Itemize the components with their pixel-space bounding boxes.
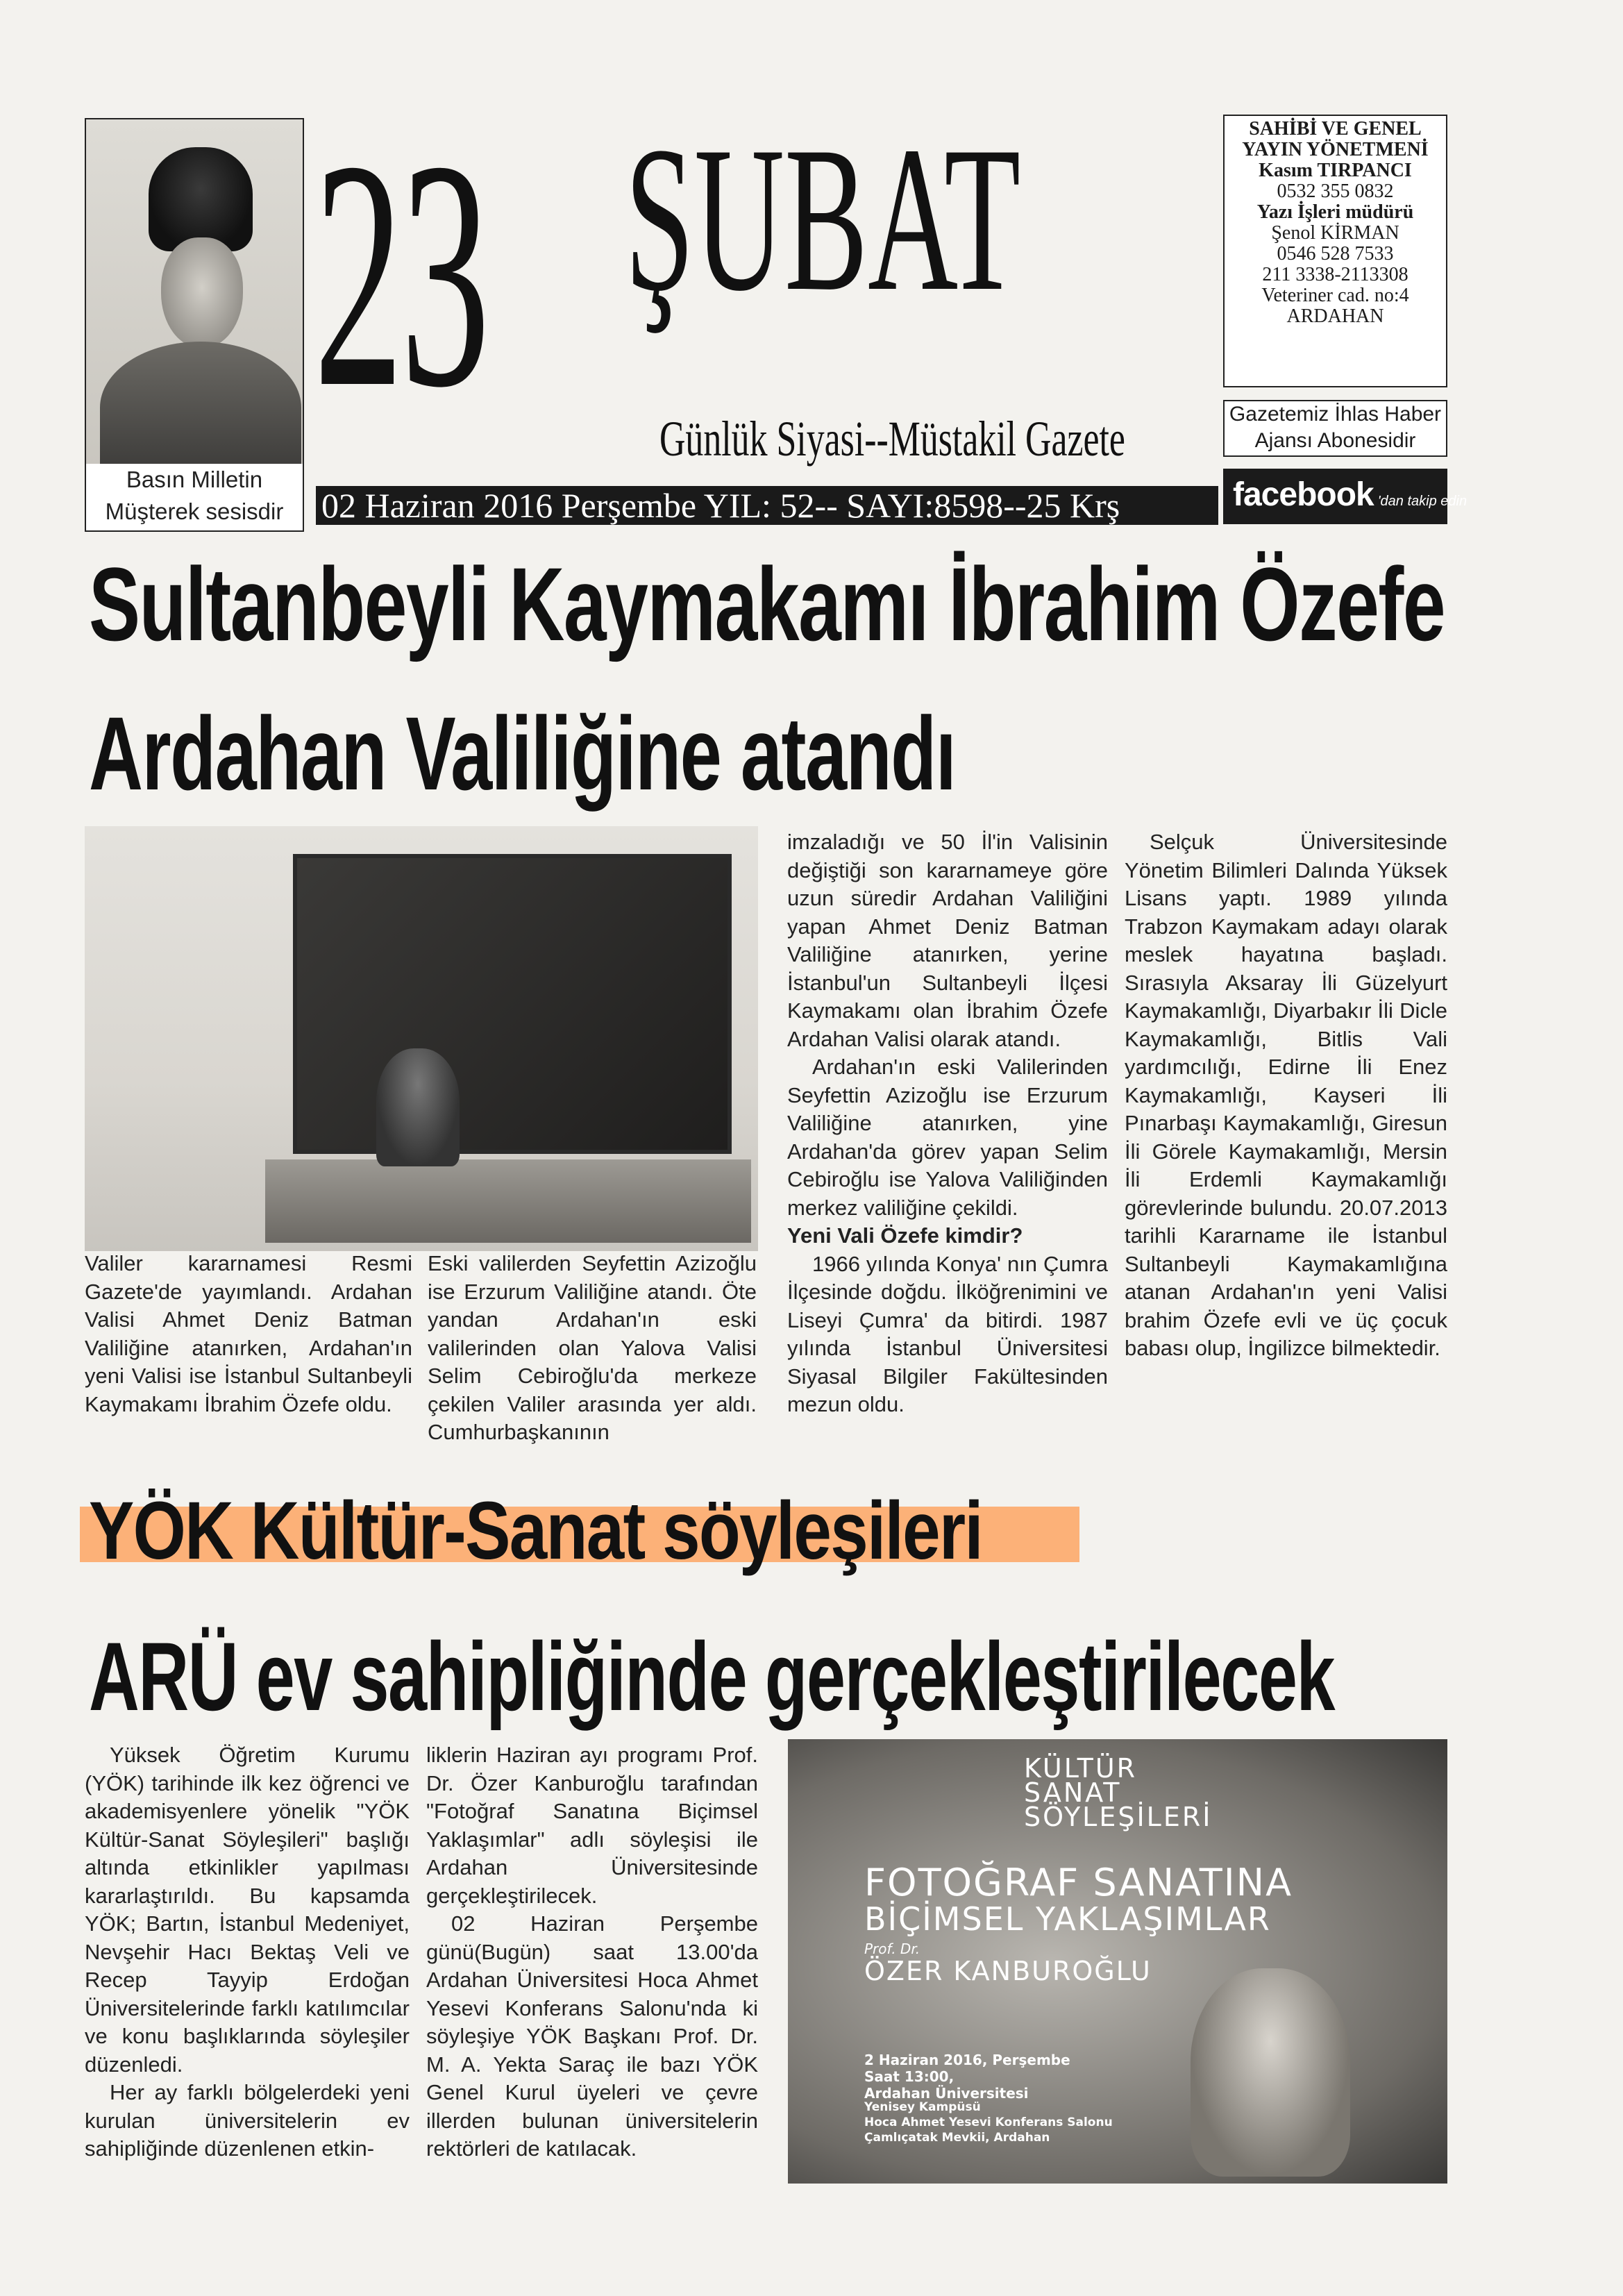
article1-col4-text: Selçuk Üniversitesinde Yönetim Bilimleri Dalında Yüksek Lisans yaptı. 1989 yılında Trabzon Kaymakam adayı olarak meslek hayatına başladı. Sırasıyla Aksaray İli Güzelyurt Kaymakamlığı, Diyarbakır İli Dicle Kaymakamlığı, Bitlis Vali yardımcılığı, Edirne İli Enez Kaymakamlığı, Kayseri İli Pınarbaşı Kaymakamlığı, Giresun İli Görele Kaymakamlığı, Mersin İli Erdemli Kaymakamlığı görevlerinde bulundu. 20.07.2013 tarihli Kararname ile İstanbul Sultanbeyli Kaymakamlığına atanan Ardahan'ın yeni Valisi brahim Özefe evli ve üç çocuk babası olup, İngilizce bilmektedir. xyxy=(1125,830,1447,1360)
poster-info-5: Hoca Ahmet Yesevi Konferans Salonu xyxy=(864,2115,1113,2129)
article1-column-4 xyxy=(1125,828,1447,1363)
editor-line: Şenol KİRMAN xyxy=(1271,222,1399,244)
article1-col1-text: Valiler kararnamesi Resmi Gazete'de yayımlandı. Ardahan Valisi Ahmet Deniz Batman Valiliğine atanırken, Ardahan'ın yeni Valisi ise İstanbul Sultanbeyli Kaymakamı İbrahim Özefe oldu. xyxy=(85,1251,412,1416)
facebook-banner xyxy=(1223,469,1468,524)
article2-column-1 xyxy=(85,1741,410,2163)
article2-headline-line-1: YÖK Kültür-Sanat söyleşileri xyxy=(89,1485,982,1577)
portrait-caption xyxy=(85,464,304,532)
editor-line: 0546 528 7533 xyxy=(1277,243,1394,265)
governor-office-photo xyxy=(85,826,758,1251)
editor-line: Kasım TIRPANCI xyxy=(1259,160,1412,181)
editor-line: ARDAHAN xyxy=(1286,305,1384,327)
facebook-follow-text: 'dan takip edin xyxy=(1377,494,1468,509)
portrait-caption-line-1: Basın Milletin xyxy=(126,467,263,492)
article1-col3-p1: imzaladığı ve 50 İl'in Valisinin değiştiği son kararnameye göre uzun süredir Ardahan Valiliğini yapan Ahmet Deniz Batman Valiliğine atanırken, yerine İstanbul'un Sultanbeyli İlçesi Kaymakamı olan İbrahim Özefe Ardahan Valisi olarak atandı. xyxy=(787,830,1108,1051)
editor-line: Yazı İşleri müdürü xyxy=(1256,201,1414,223)
editor-line: Veteriner cad. no:4 xyxy=(1261,285,1409,306)
poster-series-2: SANAT xyxy=(1024,1777,1122,1808)
agency-line-2: Ajansı Abonesidir xyxy=(1254,429,1416,452)
poster-speaker: ÖZER KANBUROĞLU xyxy=(864,1956,1152,1986)
logo-number: 23 xyxy=(314,93,487,455)
logo-name: ŞUBAT xyxy=(625,103,1021,334)
article2-headline-line-2: ARÜ ev sahipliğinde gerçekleştirilecek xyxy=(89,1622,1335,1731)
article1-column-1 xyxy=(85,1250,412,1418)
portrait-caption-line-2: Müşterek sesisdir xyxy=(105,498,284,524)
article1-column-2 xyxy=(428,1250,757,1447)
article2-col1-p2: Her ay farklı bölgelerdeki yeni kurulan üniversitelerin ev sahipliğinde düzenlenen etkin- xyxy=(85,2080,410,2161)
poster-speaker-prefix: Prof. Dr. xyxy=(864,1941,920,1957)
dateline-bar: 02 Haziran 2016 Perşembe YIL: 52-- SAYI:8598--25 Krş xyxy=(316,486,1218,525)
article1-column-3 xyxy=(787,828,1108,1419)
poster-info-3: Ardahan Üniversitesi xyxy=(864,2085,1029,2102)
editor-line: SAHİBİ VE GENEL xyxy=(1249,118,1422,140)
editor-line: 211 3338-2113308 xyxy=(1262,264,1408,285)
article2-col1-p1: Yüksek Öğretim Kurumu (YÖK) tarihinde ilk kez öğrenci ve akademisyenlere yönelik "YÖK Kültür-Sanat Söyleşileri" başlığı altında etkinlikler yapılması kararlaştırıldı. Bu kapsamda YÖK; Bartın, İstanbul Medeniyet, Nevşehir Hacı Bektaş Veli ve Recep Tayyip Erdoğan Üniversitelerinde farklı katılımcılar ve konu başlıklarında söyleşiler düzenledi. xyxy=(85,1743,410,2077)
poster-info-6: Çamlıçatak Mevkii, Ardahan xyxy=(864,2131,1050,2145)
poster-series-3: SÖYLEŞİLERİ xyxy=(1024,1802,1213,1832)
article1-subheading: Yeni Vali Özefe kimdir? xyxy=(787,1223,1023,1248)
article1-headline-line-2: Ardahan Valiliğine atandı xyxy=(89,695,956,812)
poster-series-1: KÜLTÜR xyxy=(1024,1753,1138,1784)
poster-info-2: Saat 13:00, xyxy=(864,2068,955,2085)
editor-info-box xyxy=(1223,115,1447,387)
poster-info-4: Yenisey Kampüsü xyxy=(864,2100,981,2114)
editor-line: YAYIN YÖNETMENİ xyxy=(1242,139,1429,160)
poster-title-1: FOTOĞRAF SANATINA xyxy=(864,1861,1293,1904)
facebook-logo: facebook xyxy=(1233,476,1374,513)
poster-title-2: BİÇİMSEL YAKLAŞIMLAR xyxy=(864,1900,1271,1938)
article2-col2-p2: 02 Haziran Perşembe günü(Bugün) saat 13.00'da Ardahan Üniversitesi Hoca Ahmet Yesevi Konferans Salonu'nda ki söyleşiye YÖK Başkanı Prof. Dr. M. A. Yekta Saraç ile bazı YÖK Genel Kurul üyeleri ve çevre illerden bulunan üniversitelerin rektörleri de katılacak. xyxy=(426,1911,758,2161)
article2-col2-p1: liklerin Haziran ayı programı Prof. Dr. Özer Kanburoğlu tarafından "Fotoğraf Sanatına Biçimsel Yaklaşımlar" adlı söyleşisi ile Ardahan Üniversitesinde gerçekleştirilecek. xyxy=(426,1743,758,1908)
article1-col3-p2: Ardahan'ın eski Valilerinden Seyfettin Azizoğlu ise Erzurum Valiliğine atanırken, yine Ardahan'da görev yapan Selim Cebiroğlu ise Yalova Valiliğinden merkez valiliğine çekildi. xyxy=(787,1055,1108,1220)
poster-info-1: 2 Haziran 2016, Perşembe xyxy=(864,2052,1070,2068)
agency-line-1: Gazetemiz İhlas Haber xyxy=(1229,403,1442,426)
article1-col2-text: Eski valilerden Seyfettin Azizoğlu ise Erzurum Valiliğine atandı. Öte yandan Ardahan'ın eski valilerinden olan Yalova Valisi Selim Cebiroğlu'da merkeze çekilen Valiler arasında yer aldı. Cumhurbaşkanının xyxy=(428,1251,757,1444)
editor-line: 0532 355 0832 xyxy=(1277,181,1394,202)
founder-portrait xyxy=(85,118,304,468)
event-poster-image xyxy=(788,1739,1447,2184)
article1-headline-line-1: Sultanbeyli Kaymakamı İbrahim Özefe xyxy=(89,546,1445,662)
article2-column-2 xyxy=(426,1741,758,2163)
newspaper-subtitle: Günlük Siyasi--Müstakil Gazete xyxy=(659,411,1125,467)
agency-box xyxy=(1223,400,1447,457)
article1-col3-p3: 1966 yılında Konya' nın Çumra İlçesinde doğdu. İlköğrenimini ve Liseyi Çumra' da bitirdi. 1987 yılında İstanbul Üniversitesi Siyasal Bilgiler Fakültesinden mezun oldu. xyxy=(787,1251,1108,1416)
